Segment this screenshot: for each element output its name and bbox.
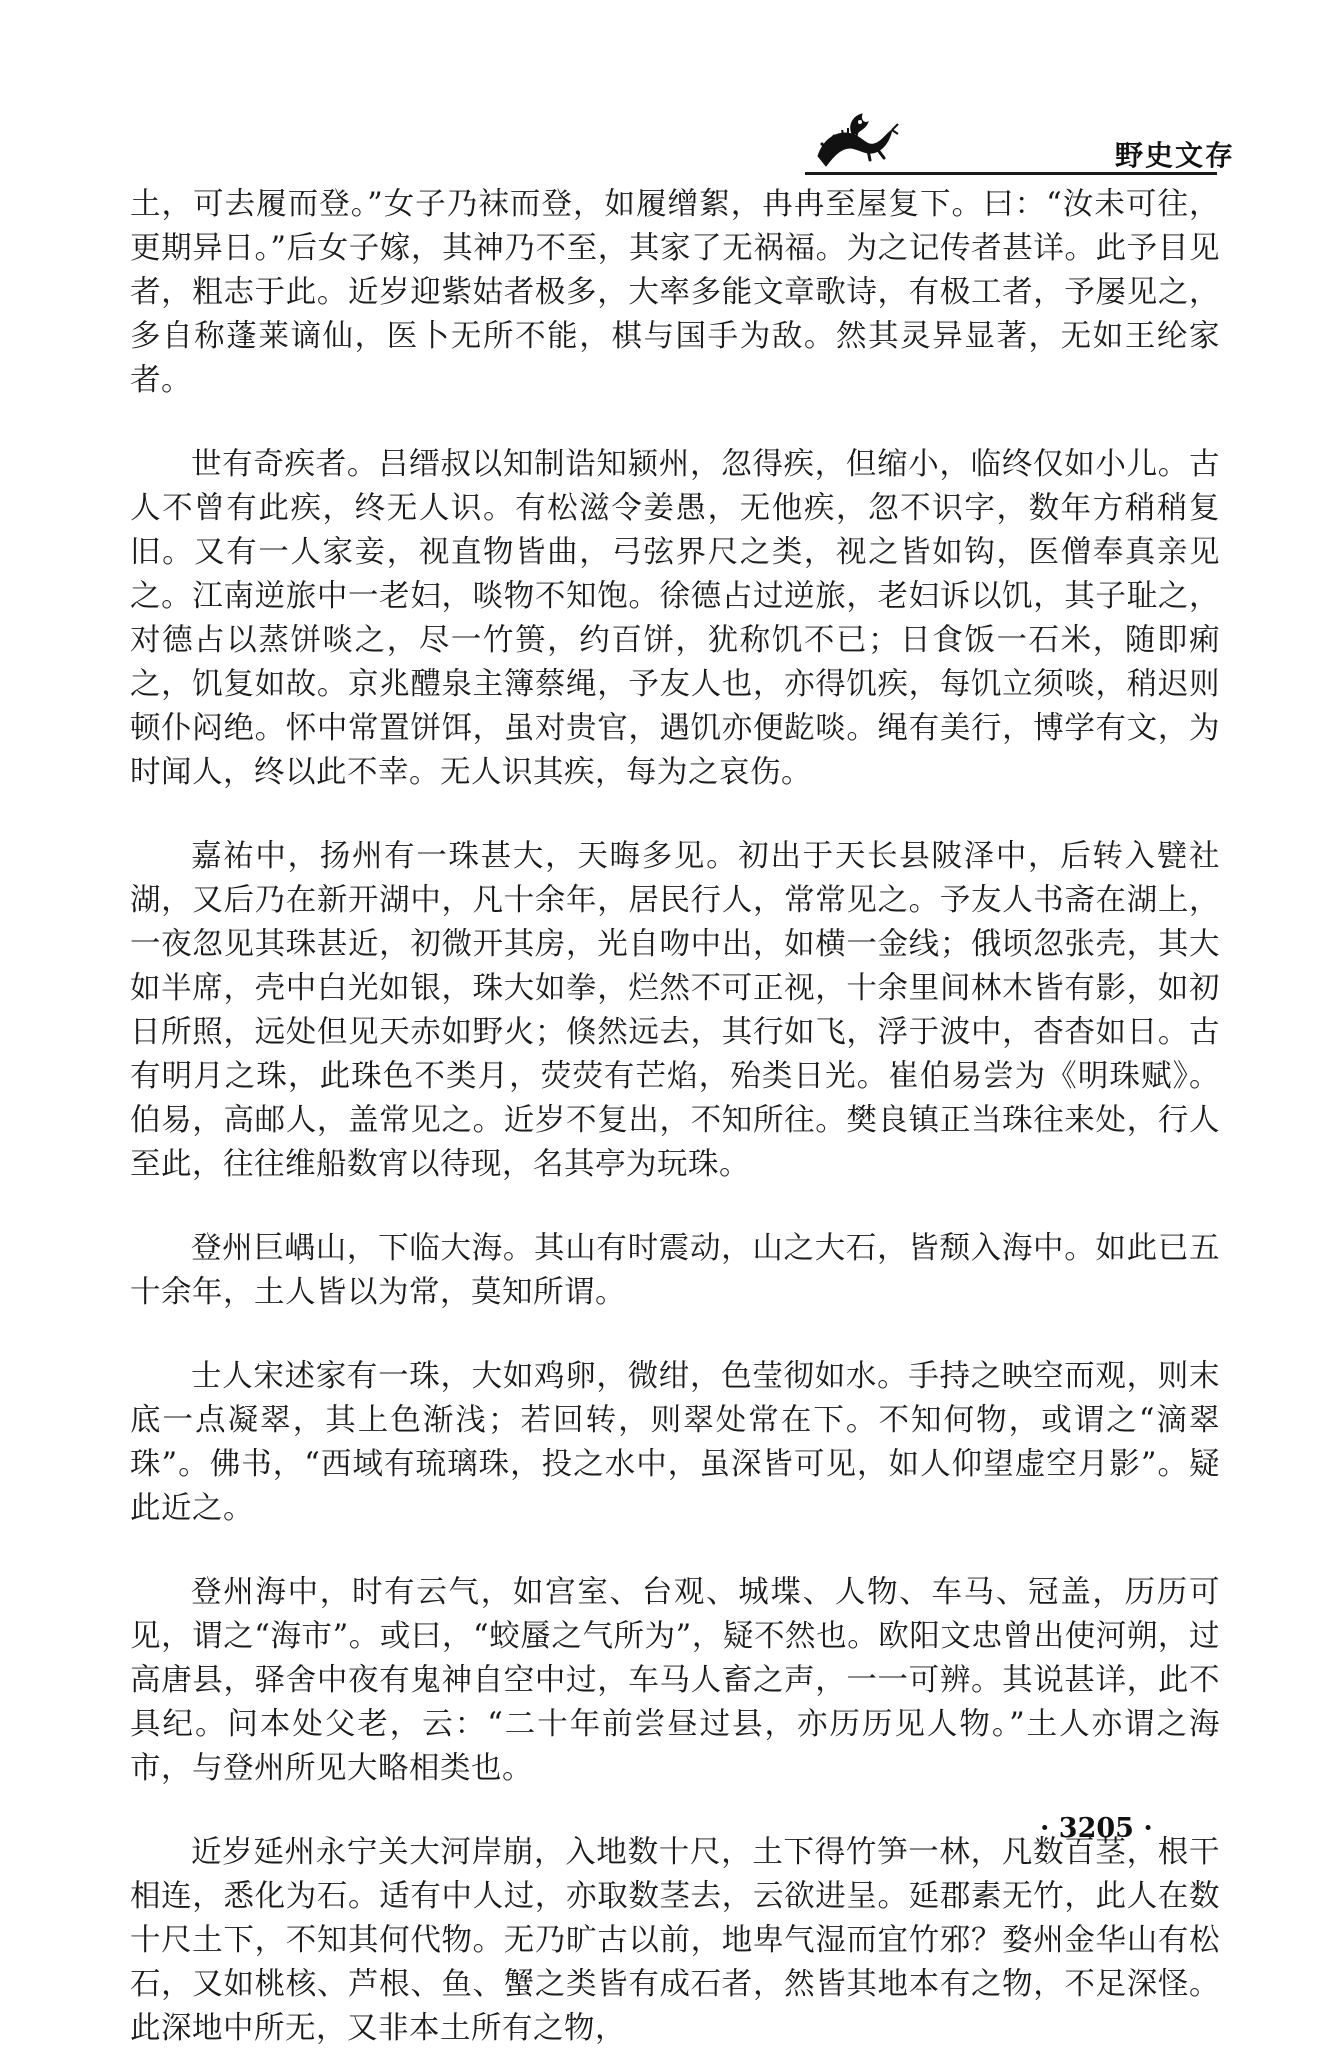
paragraph: 士人宋述家有一珠，大如鸡卵，微绀，色莹彻如水。手持之映空而观，则末底一点凝翠，其上色渐浅；若回转，则翠处常在下。不知何物，或谓之“滴翠珠”。佛书，“西域有琉璃珠，投之水中，虽深皆可见，如人仰望虚空月影”。疑此近之。 [130,1359,1220,1526]
paragraph: 土，可去履而登。”女子乃袜而登，如履缯絮，冉冉至屋复下。曰：“汝未可往，更期异日。”后女子嫁，其神乃不至，其家了无祸福。为之记传者甚详。此予目见者，粗志于此。近岁迎紫姑者极多，大率多能文章歌诗，有极工者，予屡见之，多自称蓬莱谪仙，医卜无所不能，棋与国手为敌。然其灵异显著，无如王纶家者。 [130,187,1220,398]
section-title: 野史文存 [1115,139,1236,172]
body-text [130,183,1220,2051]
paragraph: 世有奇疾者。吕缙叔以知制诰知颍州，忽得疾，但缩小，临终仅如小儿。古人不曾有此疾，终无人识。有松滋令姜愚，无他疾，忽不识字，数年方稍稍复旧。又有一人家妾，视直物皆曲，弓弦界尺之类，视之皆如钩，医僧奉真亲见之。江南逆旅中一老妇，啖物不知饱。徐德占过逆旅，老妇诉以饥，其子耻之，对德占以蒸饼啖之，尽一竹篑，约百饼，犹称饥不已；日食饭一石米，随即痢之，饥复如故。京兆醴泉主簿蔡绳，予友人也，亦得饥疾，每饥立须啖，稍迟则顿仆闷绝。怀中常置饼饵，虽对贵官，遇饥亦便龁啖。绳有美行，博学有文，为时闻人，终以此不幸。无人识其疾，每为之哀伤。 [130,447,1220,790]
paragraph: 登州海中，时有云气，如宫室、台观、城堞、人物、车马、冠盖，历历可见，谓之“海市”。或曰，“蛟蜃之气所为”，疑不然也。欧阳文忠曾出使河朔，过高唐县，驿舍中夜有鬼神自空中过，车马人畜之声，一一可辨。其说甚详，此不具纪。问本处父老，云：“二十年前尝昼过县，亦历历见人物。”土人亦谓之海市，与登州所见大略相类也。 [130,1575,1220,1786]
paragraph: 登州巨嵎山，下临大海。其山有时震动，山之大石，皆颓入海中。如此已五十余年，土人皆以为常，莫知所谓。 [130,1231,1220,1310]
paragraph: 嘉祐中，扬州有一珠甚大，天晦多见。初出于天长县陂泽中，后转入甓社湖，又后乃在新开湖中，凡十余年，居民行人，常常见之。予友人书斋在湖上，一夜忽见其珠甚近，初微开其房，光自吻中出，如横一金线；俄顷忽张壳，其大如半席，壳中白光如银，珠大如拳，烂然不可正视，十余里间林木皆有影，如初日所照，远处但见天赤如野火；倏然远去，其行如飞，浮于波中，杳杳如日。古有明月之珠，此珠色不类月，荧荧有芒焰，殆类日光。崔伯易尝为《明珠赋》。伯易，高邮人，盖常见之。近岁不复出，不知所往。樊良镇正当珠往来处，行人至此，往往维船数宵以待现，名其亭为玩珠。 [130,839,1220,1182]
paragraph: 近岁延州永宁关大河岸崩，入地数十尺，土下得竹笋一林，凡数百茎，根干相连，悉化为石。适有中人过，亦取数茎去，云欲进呈。延郡素无竹，此人在数十尺土下，不知其何代物。无乃旷古以前，地卑气湿而宜竹邪？婺州金华山有松石，又如桃核、芦根、鱼、蟹之类皆有成石者，然皆其地本有之物，不足深怪。此深地中所无，又非本土所有之物， [130,1835,1220,2046]
page-number: · 3205 · [1040,1813,1153,1844]
header-rule [805,172,1217,175]
dragon-emblem-icon [808,108,900,172]
